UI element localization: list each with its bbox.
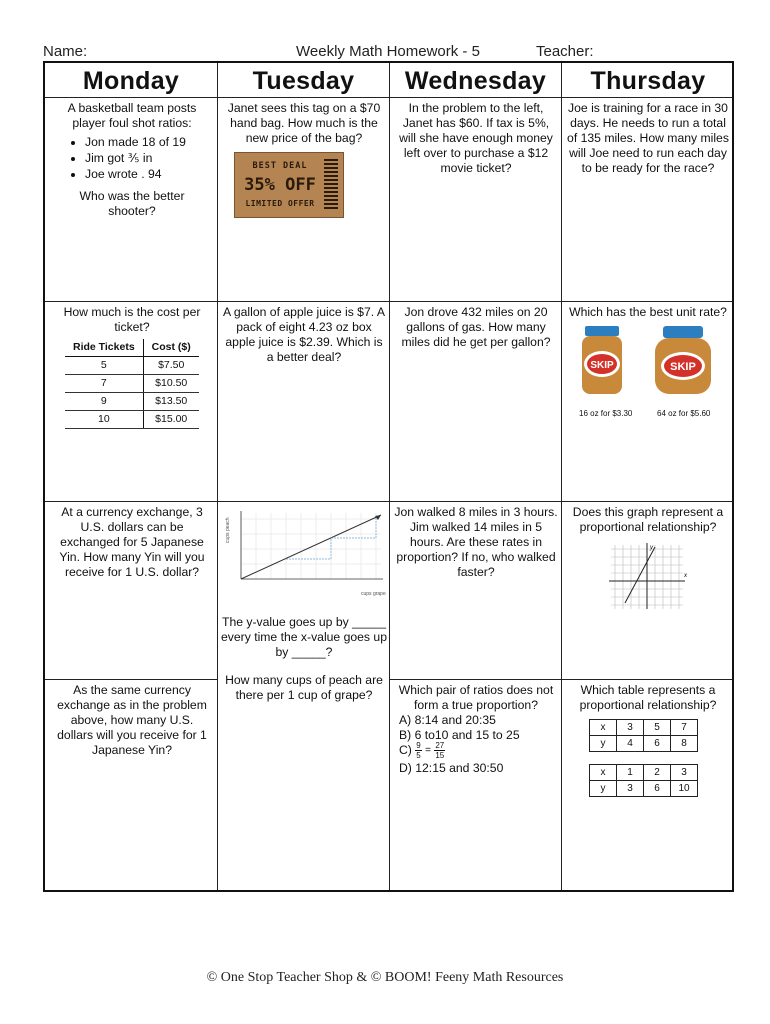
jar-brand-label: SKIP: [590, 360, 614, 371]
wednesday-problem-1: [393, 101, 559, 176]
table-cell: 5: [644, 720, 671, 736]
graph-question-1: The y-value goes up by _____ every time the x-value goes up by _____?: [221, 615, 387, 659]
row-divider: [389, 679, 732, 680]
table-cell: 7: [671, 720, 698, 736]
homework-grid: [43, 61, 734, 892]
tuesday-problem-1: [221, 101, 387, 218]
table-cell: 8: [671, 736, 698, 752]
tag-discount: 35% OFF: [244, 175, 316, 195]
table-row: [590, 765, 698, 781]
table-cell: 9: [65, 393, 143, 411]
row-divider: [45, 501, 732, 502]
table-row: [65, 375, 199, 393]
table-cell: $13.50: [143, 393, 199, 411]
day-heading-monday: Monday: [82, 67, 180, 95]
page-title: Weekly Math Homework - 5: [296, 43, 480, 60]
table-header: Cost ($): [143, 339, 199, 357]
barcode-icon: [324, 159, 338, 211]
wednesday-problem-2: [393, 305, 559, 350]
peanut-butter-jars-image: [565, 324, 731, 406]
list-item: • Jon made 18 of 19: [85, 135, 209, 150]
graph-question-2: How many cups of peach are there per 1 cup of grape?: [225, 673, 383, 702]
answer-options: [393, 713, 559, 776]
day-heading-wednesday: Wednesday: [404, 67, 547, 95]
table-row: [65, 411, 199, 429]
problem-text: At a currency exchange, 3 U.S. dollars can be exchanged for 5 Japanese Yin. How many Yin will you receive for 1 U.S. dollar?: [59, 505, 205, 579]
fraction: [434, 741, 445, 760]
equals-sign: =: [425, 745, 431, 756]
option-a: A) 8:14 and 20:35: [399, 713, 496, 727]
xy-table-2: [589, 764, 698, 797]
row-divider: [45, 679, 217, 680]
graph-x-label: x: [684, 573, 687, 579]
table-row: [590, 720, 698, 736]
table-row: [65, 357, 199, 375]
thursday-problem-4: [565, 683, 731, 797]
problem-text: Which table represents a proportional relationship?: [579, 683, 717, 712]
fraction: [415, 741, 421, 760]
problem-text: Jon drove 432 miles on 20 gallons of gas. How many miles did he get per gallon?: [401, 305, 551, 349]
denominator: 15: [435, 751, 445, 760]
peach-grape-line-graph: [221, 503, 387, 599]
problem-text: Does this graph represent a proportional relationship?: [572, 505, 724, 534]
thursday-problem-2: [565, 305, 731, 418]
table-cell: 3: [671, 765, 698, 781]
large-jar-icon: [655, 326, 711, 394]
jar-brand-label: SKIP: [670, 361, 696, 373]
small-jar-icon: [582, 326, 622, 394]
problem-text: Which has the best unit rate?: [569, 305, 727, 319]
xy-table-1: [589, 719, 698, 752]
row-divider: [45, 301, 732, 302]
day-heading-thursday: Thursday: [590, 67, 706, 95]
problem-text: A gallon of apple juice is $7. A pack of eight 4.23 oz box apple juice is $2.39. Which is a better deal?: [223, 305, 385, 364]
problem-text: How much is the cost per ticket?: [63, 305, 201, 334]
problem-text: Janet sees this tag on a $70 hand bag. How much is the new price of the bag?: [227, 101, 381, 145]
monday-problem-1: [55, 101, 209, 219]
teacher-label: Teacher:: [536, 43, 594, 60]
day-heading-tuesday: Tuesday: [252, 67, 355, 95]
graph-y-label: y: [650, 545, 653, 551]
graph-x-axis-label: cups grape: [361, 591, 386, 597]
option-c-label: C): [399, 743, 412, 757]
numerator: 9: [416, 741, 421, 750]
table-cell: y: [590, 736, 617, 752]
tuesday-problem-3: [221, 503, 387, 703]
jar1-price-label: 16 oz for $3.30: [579, 409, 633, 418]
problem-question: Who was the better shooter?: [79, 189, 185, 218]
table-cell: $7.50: [143, 357, 199, 375]
column-divider: [561, 63, 562, 890]
wednesday-problem-4: [393, 683, 559, 776]
list-item: • Joe wrote . 94: [85, 167, 209, 182]
table-row: [590, 736, 698, 752]
wednesday-problem-3: [393, 505, 559, 580]
table-header: Ride Tickets: [65, 339, 143, 357]
numerator: 27: [435, 741, 445, 750]
sale-tag-image: [234, 152, 344, 218]
table-row: [590, 781, 698, 797]
table-cell: 4: [617, 736, 644, 752]
name-label: Name:: [43, 43, 88, 60]
table-cell: 3: [617, 781, 644, 797]
tag-line-3: LIMITED OFFER: [245, 199, 315, 208]
header-divider: [45, 97, 732, 98]
table-cell: 5: [65, 357, 143, 375]
list-item: • Jim got ⅗ in: [85, 151, 209, 166]
problem-text: Joe is training for a race in 30 days. He needs to run a total of 135 miles. How many miles will Joe need to run each day to be ready for the race?: [567, 101, 729, 175]
table-cell: 3: [617, 720, 644, 736]
table-cell: y: [590, 781, 617, 797]
problem-text: Jon walked 8 miles in 3 hours. Jim walked 14 miles in 5 hours. Are these rates in proportion? If no, who walked faster?: [394, 505, 558, 579]
problem-text: As the same currency exchange as in the problem above, how many U.S. dollars will you receive for 1 Japanese Yin?: [57, 683, 207, 757]
problem-text: Which pair of ratios does not form a true proportion?: [398, 683, 554, 712]
column-divider: [217, 63, 218, 890]
jar2-price-label: 64 oz for $5.60: [657, 409, 711, 418]
tag-line-1: BEST DEAL: [252, 161, 308, 171]
table-cell: 1: [617, 765, 644, 781]
copyright-footer: © One Stop Teacher Shop & © BOOM! Feeny Math Resources: [206, 970, 564, 985]
thursday-problem-3: [565, 505, 731, 611]
problem-text: A basketball team posts player foul shot ratios:: [67, 101, 197, 130]
tuesday-problem-2: [221, 305, 387, 365]
monday-problem-4: [55, 683, 209, 758]
table-cell: 6: [644, 736, 671, 752]
coordinate-graph: [605, 541, 691, 611]
column-divider: [389, 63, 390, 890]
table-cell: 6: [644, 781, 671, 797]
table-cell: x: [590, 765, 617, 781]
thursday-problem-1: [565, 101, 731, 176]
option-c: [399, 741, 559, 761]
table-cell: $10.50: [143, 375, 199, 393]
monday-problem-3: [55, 505, 209, 580]
table-cell: 7: [65, 375, 143, 393]
table-row: [65, 393, 199, 411]
table-cell: 10: [65, 411, 143, 429]
option-d: D) 12:15 and 30:50: [399, 761, 504, 775]
monday-problem-2: [55, 305, 209, 429]
table-cell: x: [590, 720, 617, 736]
ride-tickets-table: [65, 339, 199, 429]
ratio-list: [55, 135, 209, 182]
table-cell: 10: [671, 781, 698, 797]
table-cell: $15.00: [143, 411, 199, 429]
graph-y-axis-label: cups peach: [225, 517, 231, 543]
table-cell: 2: [644, 765, 671, 781]
option-b: B) 6 to10 and 15 to 25: [399, 728, 520, 742]
denominator: 5: [416, 751, 421, 760]
problem-text: In the problem to the left, Janet has $60. If tax is 5%, will she have enough money left over to purchase a $12 movie ticket?: [399, 101, 553, 175]
